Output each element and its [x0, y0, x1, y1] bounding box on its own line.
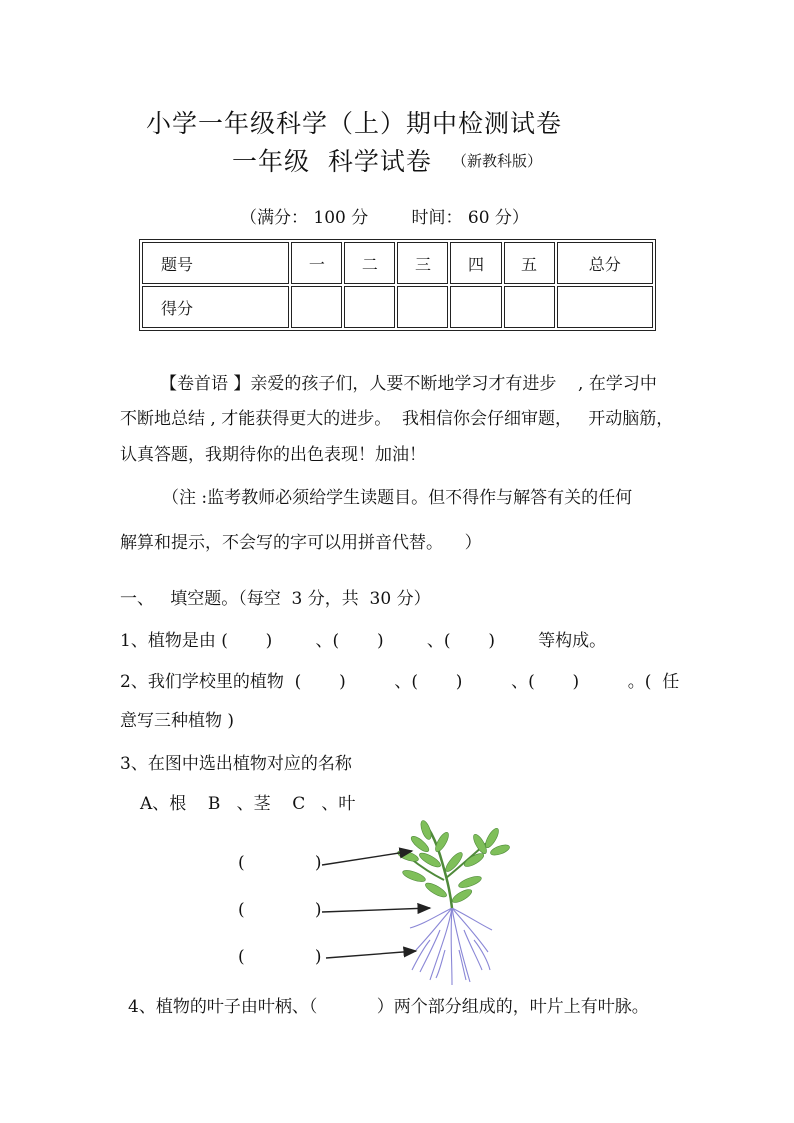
plant-diagram: [230, 820, 520, 990]
score-cell[interactable]: [450, 286, 501, 328]
score-table-score-row: [142, 286, 653, 328]
score-table-header-row: [142, 242, 653, 284]
question-2-continued: 意写三种植物 ): [120, 711, 235, 731]
answer-blank-root[interactable]: ( ): [238, 947, 322, 967]
score-time-info: （满分： 100 分 时间： 60 分）: [240, 208, 529, 228]
intro-line: 认真答题，我期待你的出色表现！加油！: [120, 445, 426, 465]
answer-blank-leaf[interactable]: ( ): [238, 853, 322, 873]
score-cell[interactable]: [344, 286, 395, 328]
score-cell[interactable]: [504, 286, 555, 328]
question-4: 4、植物的叶子由叶柄、（ ）两个部分组成的，叶片上有叶脉。: [128, 997, 649, 1017]
root-icon: [410, 908, 492, 985]
table-header-cell: 二: [344, 242, 395, 284]
question-2: 2、我们学校里的植物 ( ) 、( ) 、( ) 。( 任: [120, 672, 680, 692]
question-3: 3、在图中选出植物对应的名称: [120, 754, 352, 774]
score-cell[interactable]: [291, 286, 342, 328]
table-header-cell: 三: [397, 242, 448, 284]
question-3-options: A、根 B 、茎 C 、叶: [140, 794, 356, 814]
exam-title: 小学一年级科学（上）期中检测试卷: [146, 109, 563, 138]
answer-blank-stem[interactable]: ( ): [238, 900, 322, 920]
question-1: 1、植物是由 ( ) 、( ) 、( ) 等构成。: [120, 631, 607, 651]
score-cell[interactable]: [557, 286, 653, 328]
table-header-cell: 一: [291, 242, 342, 284]
intro-line: 不断地总结 , 才能获得更大的进步。 我相信你会仔细审题， 开动脑筋，: [120, 409, 674, 429]
arrow-icon: [322, 851, 430, 958]
section-heading: 一、 填空题。（每空 3 分，共 30 分）: [120, 589, 431, 609]
note-line: 解算和提示，不会写的字可以用拼音代替。 ）: [120, 533, 482, 553]
edition-label: （新教科版）: [452, 152, 543, 170]
score-cell[interactable]: [397, 286, 448, 328]
score-table: [139, 239, 656, 331]
table-header-cell: 总分: [557, 242, 653, 284]
table-row-label: 得分: [142, 286, 289, 328]
intro-line: 【卷首语 】亲爱的孩子们，人要不断地学习才有进步 , 在学习中: [160, 374, 657, 394]
exam-subtitle: 一年级 科学试卷: [232, 147, 432, 176]
table-header-cell: 五: [504, 242, 555, 284]
table-header-cell: 题号: [142, 242, 289, 284]
note-line: （注 :监考教师必须给学生读题目。但不得作与解答有关的任何: [162, 488, 633, 508]
table-header-cell: 四: [450, 242, 501, 284]
leaf-icon: [396, 820, 510, 905]
